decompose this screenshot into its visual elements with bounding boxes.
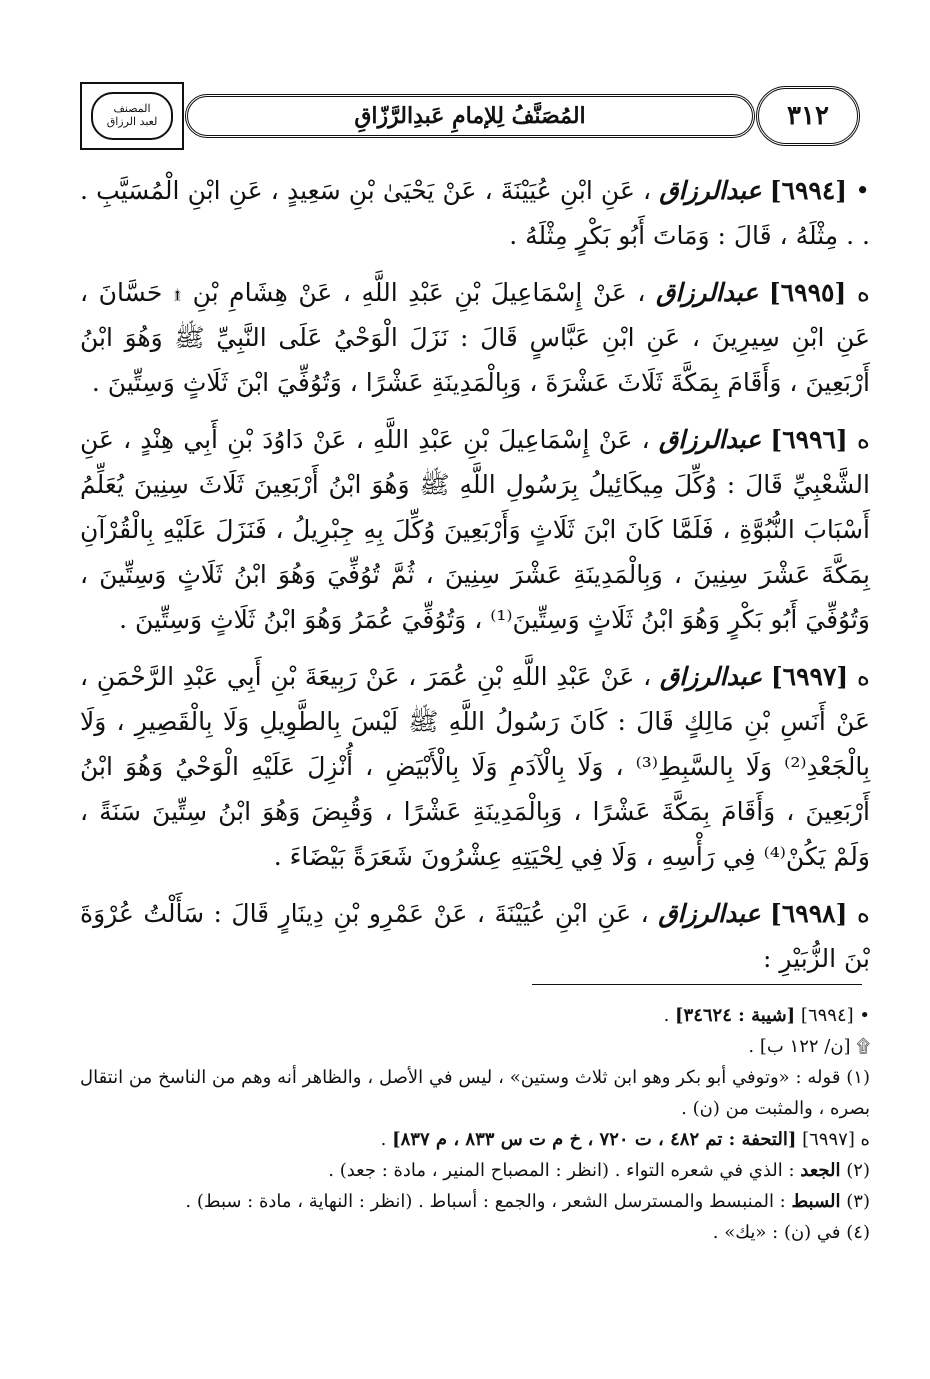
running-title-bar: [185, 94, 755, 138]
running-title: المُصَنَّفُ لِلإمامِ عَبدِالرَّزّاقِ: [354, 103, 586, 129]
entry-author: عبدالرزاق: [659, 662, 763, 691]
entry-marker: ه: [856, 425, 871, 454]
footnote-text: .: [663, 1005, 676, 1026]
ornament-logo: [91, 92, 173, 140]
footnote-lead: (١): [846, 1067, 870, 1088]
footnote: [80, 1000, 870, 1031]
hadith-entry: [80, 417, 870, 642]
entry-number: [٦٩٩٦]: [770, 425, 848, 454]
entry-text: ، عَنِ ابْنِ عُيَيْنَةَ ، عَنْ عَمْرِو بْنِ دِينَارٍ قَالَ : سَأَلْتُ عُرْوَةَ بْنَ الزُّبَيْرِ :: [80, 899, 870, 973]
entry-author: عبدالرزاق: [658, 425, 762, 454]
footnote: [80, 1124, 870, 1155]
entry-number: [٦٩٩٨]: [770, 899, 848, 928]
entry-marker: ه: [856, 662, 870, 691]
hadith-entry: [80, 654, 870, 879]
entry-marker: •: [855, 176, 871, 205]
page-number-box: [756, 86, 860, 146]
page-header: [80, 80, 860, 152]
footnote-text: : المنبسط والمسترسل الشعر ، والجمع : أسباط . (انظر : النهاية ، مادة : سبط) .: [185, 1191, 792, 1212]
footnote: [80, 1062, 870, 1124]
entry-marker: ه: [856, 278, 870, 307]
entry-text: ، عَنْ إِسْمَاعِيلَ بْنِ عَبْدِ اللَّهِ ، عَنْ هِشَامِ بْنِ ۩ حَسَّانَ ، عَنِ ابْنِ سِيرِينَ ، عَنِ ابْنِ عَبَّاسٍ قَالَ : نَزَلَ الْوَحْيُ عَلَى النَّبِيِّ ﷺ وَهُوَ ابْنُ أَرْبَعِينَ ، وَأَقَامَ بِمَكَّةَ ثَلَاثَ عَشْرَةَ ، وَبِالْمَدِينَةِ عَشْرًا ، وَتُوُفِّيَ ابْنَ ثَلَاثٍ وَسِتِّينَ .: [80, 278, 870, 397]
book-ornament: [80, 82, 184, 150]
entry-author: عبدالرزاق: [655, 278, 759, 307]
page-number: ٣١٢: [787, 101, 829, 131]
footnote: [80, 1217, 870, 1248]
footnote-bold: السبط: [791, 1191, 841, 1212]
entry-text: ، عَنْ عَبْدِ اللَّهِ بْنِ عُمَرَ ، عَنْ رَبِيعَةَ بْنِ أَبِي عَبْدِ الرَّحْمَنِ ، عَنْ أَنَسِ بْنِ مَالِكٍ قَالَ : كَانَ رَسُولُ اللَّهِ ﷺ لَيْسَ بِالطَّوِيلِ وَلَا بِالْقَصِيرِ ، وَلَا بِالْجَعْدِ⁽²⁾ وَلَا بِالسَّبِطِ⁽³⁾ ، وَلَا بِالْآدَمِ وَلَا بِالْأَبْيَضِ ، أُنْزِلَ عَلَيْهِ الْوَحْيُ وَهُوَ ابْنُ أَرْبَعِينَ ، وَأَقَامَ بِمَكَّةَ عَشْرًا ، وَبِالْمَدِينَةِ عَشْرًا ، وَقُبِضَ وَهُوَ ابْنُ سِتِّينَ سَنَةً ، وَلَمْ يَكُنْ⁽⁴⁾ فِي رَأْسِهِ ، وَلَا فِي لِحْيَتِهِ عِشْرُونَ شَعَرَةً بَيْضَاءَ .: [80, 662, 870, 871]
footnote-lead: (٣): [846, 1191, 870, 1212]
footnote-text: في (ن) : «يك» .: [712, 1222, 841, 1243]
footnotes: [80, 1000, 870, 1248]
entry-number: [٦٩٩٤]: [769, 176, 848, 205]
footnote-lead: (٢): [846, 1160, 870, 1181]
entry-author: عبدالرزاق: [658, 899, 761, 928]
entry-author: عبدالرزاق: [659, 176, 762, 205]
footnote-divider: [532, 984, 862, 985]
hadith-entry: [80, 168, 870, 258]
entry-text: ، عَنِ ابْنِ عُيَيْنَةَ ، عَنْ يَحْيَىٰ بْنِ سَعِيدٍ ، عَنِ ابْنِ الْمُسَيَّبِ . . . مِثْلَهُ ، قَالَ : وَمَاتَ أَبُو بَكْرٍ مِثْلَهُ .: [80, 176, 870, 250]
footnote-lead: ه [٦٩٩٧]: [802, 1129, 870, 1150]
main-text: [80, 168, 870, 993]
hadith-entry: [80, 270, 870, 405]
footnote-text: : الذي في شعره التواء . (انظر : المصباح المنير ، مادة : جعد) .: [328, 1160, 801, 1181]
footnote-lead: ۩: [856, 1036, 870, 1057]
entry-number: [٦٩٩٥]: [768, 278, 847, 307]
footnote-bold: [التحفة : تم ٤٨٢ ، ت ٧٢٠ ، خ م ت س ٨٣٣ ، م ٨٣٧]: [392, 1129, 797, 1150]
footnote-lead: (٤): [846, 1222, 870, 1243]
entry-text: ، عَنْ إِسْمَاعِيلَ بْنِ عَبْدِ اللَّهِ ، عَنْ دَاوُدَ بْنِ أَبِي هِنْدٍ ، عَنِ الشَّعْبِيِّ قَالَ : وُكِّلَ مِيكَائِيلُ بِرَسُولِ اللَّهِ ﷺ وَهُوَ ابْنُ أَرْبَعِينَ ثَلَاثَ سِنِينَ يُعَلِّمُ أَسْبَابَ النُّبُوَّةِ ، فَلَمَّا كَانَ ابْنَ ثَلَاثٍ وَأَرْبَعِينَ وُكِّلَ بِهِ جِبْرِيلُ ، فَنَزَلَ عَلَيْهِ بِالْقُرْآنِ بِمَكَّةَ عَشْرَ سِنِينَ ، وَبِالْمَدِينَةِ عَشْرَ سِنِينَ ، ثُمَّ تُوُفِّيَ وَهُوَ ابْنُ ثَلَاثٍ وَسِتِّينَ ، وَتُوُفِّيَ أَبُو بَكْرٍ وَهُوَ ابْنُ ثَلَاثٍ وَسِتِّينَ⁽¹⁾ ، وَتُوُفِّيَ عُمَرُ وَهُوَ ابْنُ ثَلَاثٍ وَسِتِّينَ .: [80, 425, 870, 634]
footnote-bold: [شيبة : ٣٤٦٢٤]: [675, 1005, 796, 1026]
footnote: [80, 1155, 870, 1186]
ornament-line-1: المصنف: [113, 102, 151, 116]
footnote-text: قوله : «وتوفي أبو بكر وهو ابن ثلاث وستين» ، ليس في الأصل ، والظاهر أنه وهم من الناسخ من انتقال بصره ، والمثبت من (ن) .: [80, 1067, 870, 1119]
footnote-bold: الجعد: [800, 1160, 841, 1181]
footnote-text: [ن/ ١٢٢ ب] .: [748, 1036, 851, 1057]
entry-number: [٦٩٩٧]: [770, 662, 849, 691]
entry-marker: ه: [856, 899, 871, 928]
footnote: [80, 1186, 870, 1217]
footnote: [80, 1031, 870, 1062]
hadith-entry: [80, 891, 870, 981]
footnote-text: .: [380, 1129, 393, 1150]
footnote-lead: • [٦٩٩٤]: [800, 1005, 870, 1026]
ornament-line-2: لعبد الرزاق: [106, 115, 158, 128]
